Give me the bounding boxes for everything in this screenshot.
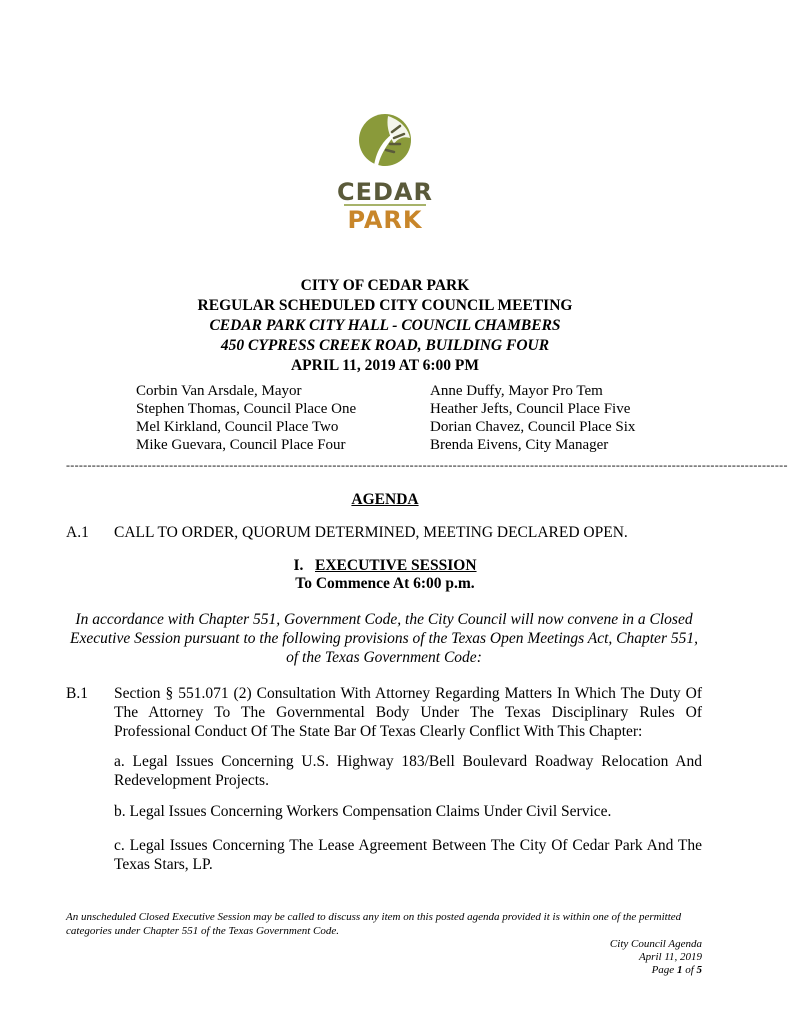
meeting-address: 450 CYPRESS CREEK ROAD, BUILDING FOUR — [220, 337, 550, 354]
agenda-title: AGENDA — [351, 491, 419, 508]
meeting-location: CEDAR PARK CITY HALL - COUNCIL CHAMBERS — [209, 317, 561, 334]
council-member: Stephen Thomas, Council Place One — [136, 401, 357, 417]
item-b1-sub-a: a. Legal Issues Concerning U.S. Highway 183/Bell Boulevard Roadway Relocation And Redevelopment Projects. — [114, 753, 702, 789]
item-b1-text: Section § 551.071 (2) Consultation With Attorney Regarding Matters In Which The Duty Of The Attorney To The Governmental Body Under The Texas Disciplinary Rules Of Professional Conduct Of The State Bar Of Texas Clearly Conflict With This Chapter: — [114, 685, 702, 740]
item-a1-text: CALL TO ORDER, QUORUM DETERMINED, MEETING DECLARED OPEN. — [114, 524, 628, 541]
council-list-right — [430, 382, 635, 454]
council-member: Brenda Eivens, City Manager — [430, 437, 609, 453]
footer-meta — [402, 938, 702, 977]
executive-session-intro: In accordance with Chapter 551, Government Code, the City Council will now convene in a Closed Executive Session pursuant to the following provisions of the Texas Open Meetings Act, Chapter 551, of the Texas Government Code: — [70, 611, 698, 666]
council-member: Mike Guevara, Council Place Four — [136, 437, 346, 453]
meeting-date: APRIL 11, 2019 AT 6:00 PM — [290, 357, 480, 374]
dashed-divider: ------------------------------------------------------------------------------------------------------------------------------------------------------------------------ — [66, 458, 788, 472]
page-total: 5 — [696, 964, 702, 976]
meeting-type: REGULAR SCHEDULED CITY COUNCIL MEETING — [197, 297, 573, 314]
council-member: Corbin Van Arsdale, Mayor — [136, 383, 302, 399]
council-member: Mel Kirkland, Council Place Two — [136, 419, 339, 435]
footer-doc-title: City Council Agenda — [609, 938, 702, 950]
item-b1-sub-c: c. Legal Issues Concerning The Lease Agreement Between The City Of Cedar Park And The Texas Stars, LP. — [114, 837, 702, 873]
council-member: Dorian Chavez, Council Place Six — [430, 419, 636, 435]
council-member: Heather Jefts, Council Place Five — [430, 401, 631, 417]
page-header — [0, 276, 770, 376]
footer-date: April 11, 2019 — [638, 951, 702, 963]
item-b1-number: B.1 — [66, 685, 88, 702]
page-number: 1 — [676, 964, 683, 976]
cedar-park-logo — [330, 108, 440, 234]
item-b1-sub-b: b. Legal Issues Concerning Workers Compensation Claims Under Civil Service. — [114, 803, 612, 820]
svg-text:PARK: PARK — [347, 206, 423, 234]
section-executive-session — [0, 556, 770, 576]
footer-page: Page 1 of 5 — [651, 964, 702, 976]
item-a1-number: A.1 — [66, 524, 89, 541]
cedar-park-emblem-icon — [330, 108, 440, 234]
section-title: EXECUTIVE SESSION — [315, 557, 477, 574]
section-subtitle: To Commence At 6:00 p.m. — [295, 575, 475, 592]
footer-note: An unscheduled Closed Executive Session may be called to discuss any item on this posted agenda provided it is within one of the permitted categories under Chapter 551 of the Texas Government Code. — [66, 911, 682, 937]
section-number: I. — [293, 557, 304, 574]
council-list-left — [136, 382, 356, 454]
city-name: CITY OF CEDAR PARK — [300, 277, 470, 294]
council-member: Anne Duffy, Mayor Pro Tem — [430, 383, 603, 399]
svg-text:CEDAR: CEDAR — [337, 178, 433, 206]
